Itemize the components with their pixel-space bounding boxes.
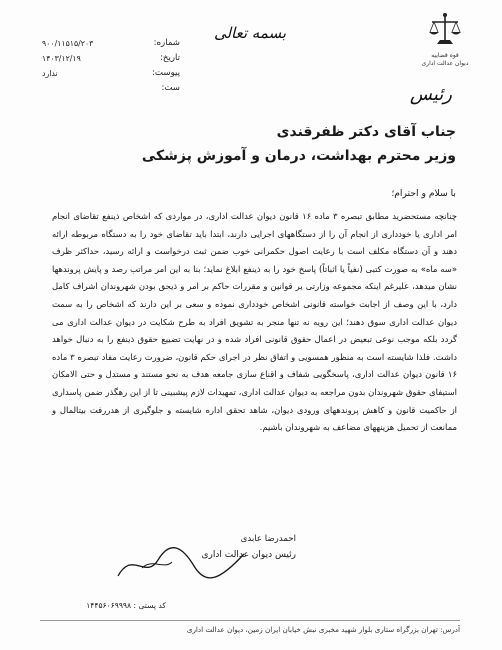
emblem-caption: قوه قضاییه دیوان عدالت اداری <box>421 52 469 67</box>
meta-value: ۹۰۰/۱۱۵۱۵/۲۰۳ <box>42 39 94 48</box>
meta-value: ندارد <box>42 69 58 78</box>
addressee-position: وزیر محترم بهداشت، درمان و آموزش پزشکی <box>141 148 456 164</box>
bismillah-heading: بسمه تعالی <box>213 24 287 42</box>
letter-meta <box>40 36 180 96</box>
meta-value: ۱۴۰۳/۱۲/۱۹ <box>42 54 81 63</box>
footer-address: آدرس: تهران بزرگراه ستاری بلوار شهید مخبری نبش خیابان ایران زمین، دیوان عدالت اداری <box>186 625 460 634</box>
meta-row-attachment <box>40 66 180 81</box>
footer-divider <box>40 620 460 621</box>
meta-row-date <box>40 51 180 66</box>
body-paragraph: چنانچه مستحضرید مطابق تبصره ۳ ماده ۱۶ قانون دیوان عدالت اداری، در مواردی که اشخاص ذینفع تقاضای انجام امر اداری یا خودداری از انجام آن را از دستگاههای اجرایی دارند، ابتدا باید تقاضای خود را به دستگاه مربوطه ارائه دهند و آن دستگاه مکلف است با رعایت اصول حکمرانی خوب ضمن ثبت درخواست و ارائه رسید، حداکثر ظرف «سه ماه» به صورت کتبی (نفیاً یا اثباتاً) پاسخ خود را به ذینفع ابلاغ نماید؛ بنا به این امر مراتب رصد و پایش پروندهها نشان میدهد، علیرغم اینکه مجموعه وزارتی بر قوانین و مقررات حاکم بر امر و ذیحق بودن شهروندان اشراف کامل دارد، با این وصف از اجابت خواسته قانونی اشخاص خودداری نموده و سعی بر این دارند که اشخاص را به سمت دیوان عدالت اداری سوق دهند؛ این رویه نه تنها منجر به تشویق افراد به طرح شکایت در دیوان عدالت اداری می گردد بلکه موجب نوعی تبعیض در اعمال حقوق قانونی افراد شده و در نهایت تضییع حقوق ذینفع را به دنبال خواهد داشت. فلذا شایسته است به منظور همسویی و اتفاق نظر در اجرای حکم قانون، ضرورت رعایت مفاد تبصره ۳ ماده ۱۶ قانون دیوان عدالت اداری، پاسخگویی شفاف و اقناع سازی جامعه هدف به نحو مستند و مستدل و حتی الامکان استیفای حقوق شهروندان بدون مراجعه به دیوان عدالت اداری، تمهیدات لازم پیشبینی تا از این رهگذر ضمن پاسداری از حاکمیت قانون و کاهش پروندههای ورودی دیوان، شاهد تحقق اداره شایسته و جلوگیری از هدررفت بیتالمال و ممانعت از تحمیل هزینههای مضاعف به شهروندان باشیم. <box>52 211 458 433</box>
greeting: با سلام و احترام؛ <box>391 188 456 199</box>
meta-label: ست: <box>161 83 180 93</box>
letter-body <box>52 208 457 437</box>
meta-label: پیوست: <box>152 68 180 78</box>
meta-value <box>42 81 130 96</box>
signatory-name: احمدرضا عابدی <box>240 534 296 544</box>
addressee <box>76 120 456 168</box>
addressee-name: جناب آقای دکتر ظفرقندی <box>276 124 456 140</box>
office-title: رئیس <box>409 84 452 105</box>
meta-row-number <box>40 36 180 51</box>
postal-label: کد پستی : <box>133 601 166 610</box>
postal-code <box>36 601 166 610</box>
meta-label: شماره: <box>153 38 180 48</box>
meta-row-extra <box>40 81 180 96</box>
meta-label: تاریخ: <box>160 53 180 63</box>
signature-block <box>96 534 296 560</box>
judiciary-emblem-icon <box>424 10 466 52</box>
signatory-title: رئیس دیوان عدالت اداری <box>201 550 296 560</box>
postal-number: ۱۴۴۵۶۰۶۹۹۹۸ <box>86 601 132 610</box>
